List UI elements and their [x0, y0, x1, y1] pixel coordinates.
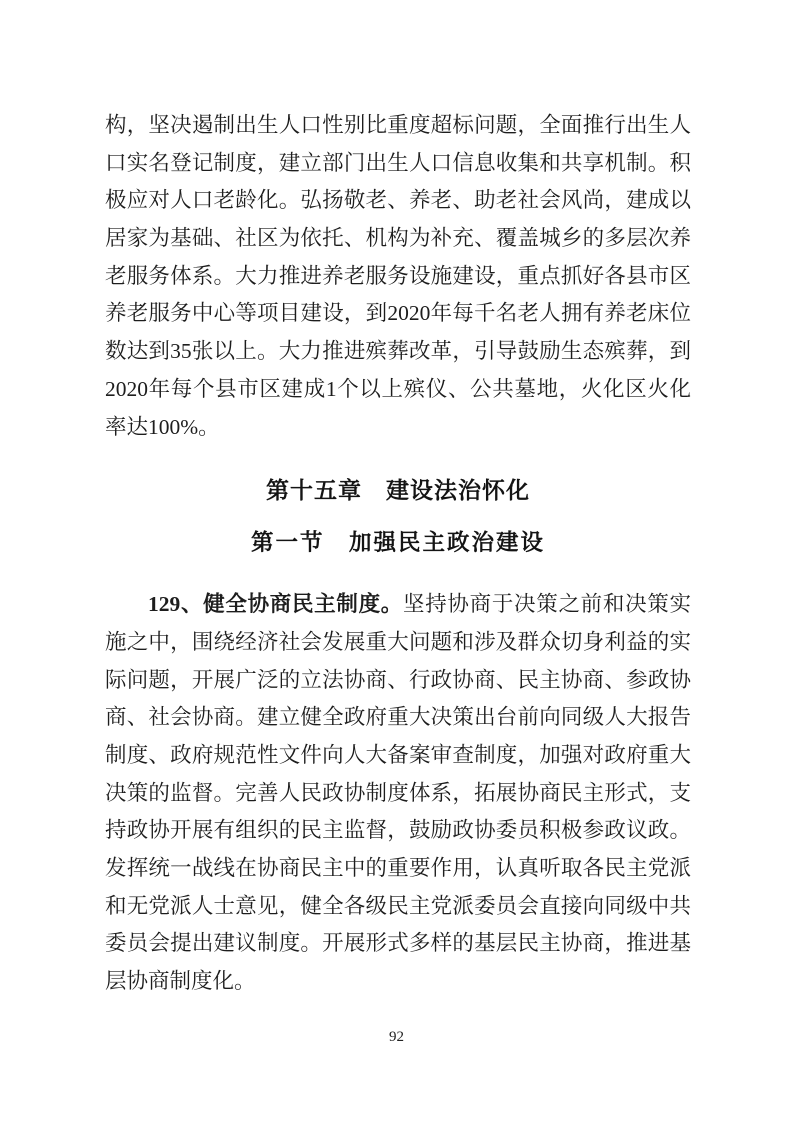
body-text-line: 居家为基础、社区为依托、机构为补充、覆盖城乡的多层次养	[105, 226, 691, 251]
body-text-line: 决策的监督。完善人民政协制度体系，拓展协商民主形式，支	[105, 780, 691, 805]
body-text-line: 数达到35张以上。大力推进殡葬改革，引导鼓励生态殡葬，到	[105, 339, 691, 364]
body-text-line: 率达100%。	[105, 414, 220, 439]
body-text-line: 发挥统一战线在协商民主中的重要作用，认真听取各民主党派	[105, 856, 691, 880]
body-text-line: 2020年每个县市区建成1个以上殡仪、公共墓地，火化区火化	[105, 376, 691, 401]
body-text-segment: 坚持协商于决策之前和决策实	[403, 592, 691, 617]
item-number-and-title: 129、健全协商民主制度。	[148, 592, 404, 617]
body-text-line: 和无党派人士意见，健全各级民主党派委员会直接向同级中共	[105, 893, 691, 918]
body-text-line: 构，坚决遏制出生人口性别比重度超标问题，全面推行出生人	[105, 113, 691, 137]
page-number: 92	[389, 1029, 404, 1045]
paragraph-population-policy	[105, 107, 691, 446]
body-text-line: 持政协开展有组织的民主监督，鼓励政协委员积极参政议政。	[105, 818, 691, 843]
body-text-line	[105, 586, 691, 624]
chapter-heading: 第十五章 建设法治怀化	[266, 477, 530, 504]
body-text-line: 施之中，围绕经济社会发展重大问题和涉及群众切身利益的实	[105, 629, 691, 654]
body-text-line: 际问题，开展广泛的立法协商、行政协商、民主协商、参政协	[105, 667, 691, 692]
body-text-line: 制度、政府规范性文件向人大备案审查制度，加强对政府重大	[105, 742, 691, 767]
body-text-line: 口实名登记制度，建立部门出生人口信息收集和共享机制。积	[105, 150, 691, 175]
section-heading: 第一节 加强民主政治建设	[250, 530, 545, 556]
body-text-line: 委员会提出建议制度。开展形式多样的基层民主协商，推进基	[105, 931, 691, 956]
body-text-line: 层协商制度化。	[105, 969, 256, 994]
body-text-line: 老服务体系。大力推进养老服务设施建设，重点抓好各县市区	[105, 263, 691, 288]
page-body	[105, 107, 691, 1001]
body-text-line: 极应对人口老龄化。弘扬敬老、养老、助老社会风尚，建成以	[105, 188, 691, 213]
body-text-line: 养老服务中心等项目建设，到2020年每千名老人拥有养老床位	[105, 301, 691, 326]
paragraph-consultative-democracy	[105, 586, 691, 1001]
body-text-line: 商、社会协商。建立健全政府重大决策出台前向同级人大报告	[105, 705, 691, 730]
